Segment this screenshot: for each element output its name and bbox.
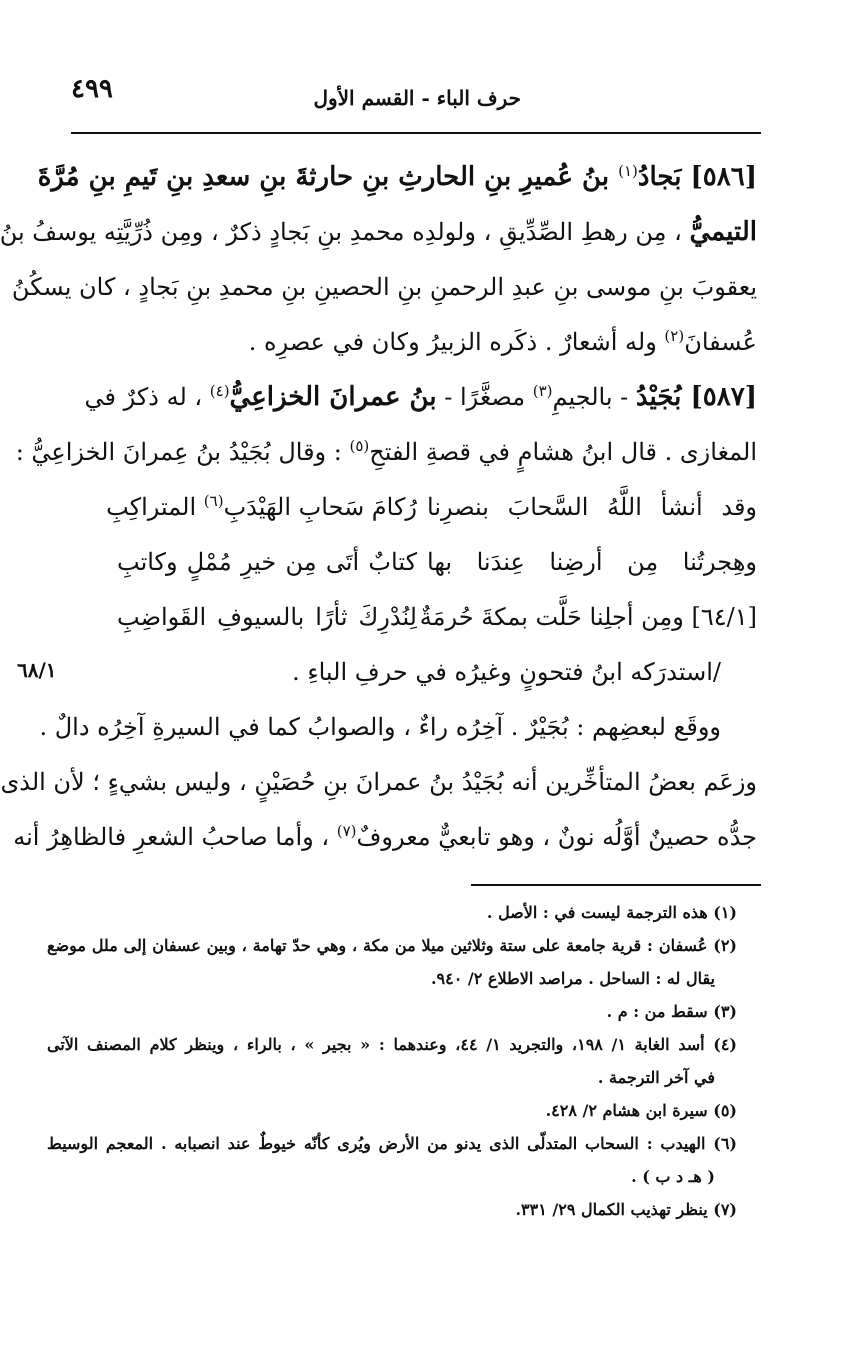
after-poem-line-4-b: ، وأما صاحبُ الشعرِ فالظاهِرُ أنه: [13, 823, 337, 851]
margin-page-marker: ٦٨/١: [17, 658, 57, 682]
entry-586-line-1: [37, 150, 757, 205]
poem-verse-3-second: لِنُدْرِكَ ثأرًا بالسيوفِ القَواضِبِ: [117, 603, 417, 631]
footnote-ref-7: (٧): [336, 822, 357, 840]
poem-verse-1-second-a: رُكامَ سَحابِ الهَيْدَبِ: [223, 493, 417, 521]
entry-587-heading: [٥٨٧] بُجَيْدُ: [635, 382, 757, 412]
entry-587-line-1-a: - بالجيمِ: [552, 383, 636, 411]
entry-587-line-1-c: ، له ذكرٌ في: [84, 383, 210, 411]
poem-verse-3-first: [٦٤/١] ومِن أجلِنا حَلَّت بمكةَ حُرمَةٌ: [419, 603, 757, 631]
footnote-ref-4: (٤): [209, 382, 230, 400]
entry-586-lineage: بنُ عُميرِ بنِ الحارثِ بنِ حارثةَ بنِ سعدِ بنِ تَيمِ بنِ مُرَّةَ: [37, 162, 619, 192]
footnote-line: ( هـ د ب ) .: [631, 1167, 715, 1186]
entry-586-nisba: التيميُّ: [689, 217, 757, 247]
poem-verse-3: [117, 590, 757, 645]
entry-587-line-2: [15, 425, 757, 480]
poem-verse-2-first: وهِجرتُنا مِن أرضِنا عِندَنا بها: [427, 548, 757, 576]
entry-586-line-2-text: ، مِن رهطِ الصِّدِّيقِ ، ولولدِه محمدِ بنِ بَجادٍ ذكرٌ ، ومِن ذُرِّيَّتِه يوسفُ بنُ: [0, 218, 690, 246]
entry-587-lineage: بنُ عمرانَ الخزاعِيُّ: [229, 382, 437, 412]
footnote-ref-1: (١): [618, 162, 638, 180]
poem-verse-1-second: [106, 480, 417, 535]
footnote-line: في آخر الترجمة .: [597, 1068, 715, 1087]
entry-586-line-3: يعقوبَ بنِ موسى بنِ عبدِ الرحمنِ بنِ الحصينِ بنِ محمدِ بنِ بَجادٍ ، كان يسكُنُ: [11, 273, 757, 301]
running-title: حرف الباء - القسم الأول: [313, 86, 521, 110]
footnote-line: (١) هذه الترجمة ليست في : الأصل .: [486, 903, 737, 922]
entry-587-line-2-a: المغازى . قال ابنُ هشامٍ في قصةِ الفتحِ: [369, 438, 757, 466]
after-poem-line-1: /استدرَكه ابنُ فتحونٍ وغيرُه في حرفِ الباءِ .: [292, 658, 721, 686]
entry-587-line-2-b: : وقال بُجَيْدُ بنُ عِمرانَ الخزاعِيُّ :: [15, 438, 350, 466]
footnote-line: (٧) ينظر تهذيب الكمال ٢٩/ ٣٣١.: [515, 1200, 737, 1219]
after-poem-line-4-a: جدُّه حصينٌ أوَّلُه نونٌ ، وهو تابعيٌّ معروفٌ: [356, 823, 757, 851]
poem-verse-1-second-b: المتراكِبِ: [106, 493, 204, 521]
entry-586-line-4: [117, 315, 757, 370]
entry-586-line-2: [0, 205, 757, 260]
entry-587-line-1-b: مصغَّرًا -: [436, 383, 533, 411]
footnote-rule: [471, 884, 761, 886]
footnote-line: يقال له : الساحل . مراصد الاطلاع ٢/ ٩٤٠.: [430, 969, 715, 988]
footnote-ref-2: (٢): [664, 327, 685, 345]
after-poem-line-2: ووقَع لبعضِهم : بُجَيْرٌ . آخِرُه راءٌ ، والصوابُ كما في السيرةِ آخِرُه دالٌ .: [39, 713, 721, 741]
footnote-ref-6: (٦): [203, 492, 224, 510]
entry-586-heading: [٥٨٦] بَجادُ: [637, 162, 757, 192]
after-poem-line-3: وزعَم بعضُ المتأخِّرين أنه بُجَيْدُ بنُ عمرانَ بنِ حُصَيْنٍ ، وليس بشيءٍ ؛ لأن الذى: [0, 768, 757, 796]
footnote-line: (٣) سقط من : م .: [606, 1002, 737, 1021]
entry-586-line-4-a: عُسفانَ: [684, 328, 757, 356]
footnote-line: (٤) أسد الغابة ١/ ١٩٨، والتجريد ١/ ٤٤، وعندهما : « بجير » ، بالراء ، وينظر كلام المصنف الآتى: [47, 1035, 737, 1054]
poem-verse-1: [106, 480, 757, 535]
footnote-line: (٥) سيرة ابن هشام ٢/ ٤٢٨.: [545, 1101, 737, 1120]
poem-verse-1-first: وقد أنشأ اللَّهُ السَّحابَ بنصرِنا: [427, 493, 757, 521]
header-rule: [71, 132, 761, 134]
footnote-ref-3: (٣): [532, 382, 553, 400]
page-number: ٤٩٩: [71, 74, 113, 104]
footnote-line: (٦) الهيدب : السحاب المتدلّى الذى يدنو من الأرض ويُرى كأنّه خيوطٌ عند انصبابه . المعجم الوسيط: [47, 1134, 737, 1153]
entry-587-line-1: [84, 370, 757, 425]
page-header: [71, 68, 761, 116]
footnote-ref-5: (٥): [349, 437, 370, 455]
footnote-line: (٢) عُسفان : قرية جامعة على ستة وثلاثين ميلا من مكة ، وهي حدّ تهامة ، وبين عسفان إلى ملل موضع: [47, 936, 737, 955]
poem-verse-2-second: كتابٌ أتَى مِن خيرِ مُمْلٍ وكاتبِ: [117, 548, 417, 576]
entry-586-line-4-b: وله أشعارٌ . ذكَره الزبيرُ وكان في عصرِه .: [248, 328, 665, 356]
footnotes: [47, 896, 737, 1226]
poem-verse-2: [117, 535, 757, 590]
after-poem-line-4: [13, 810, 757, 865]
poem: [106, 480, 757, 645]
